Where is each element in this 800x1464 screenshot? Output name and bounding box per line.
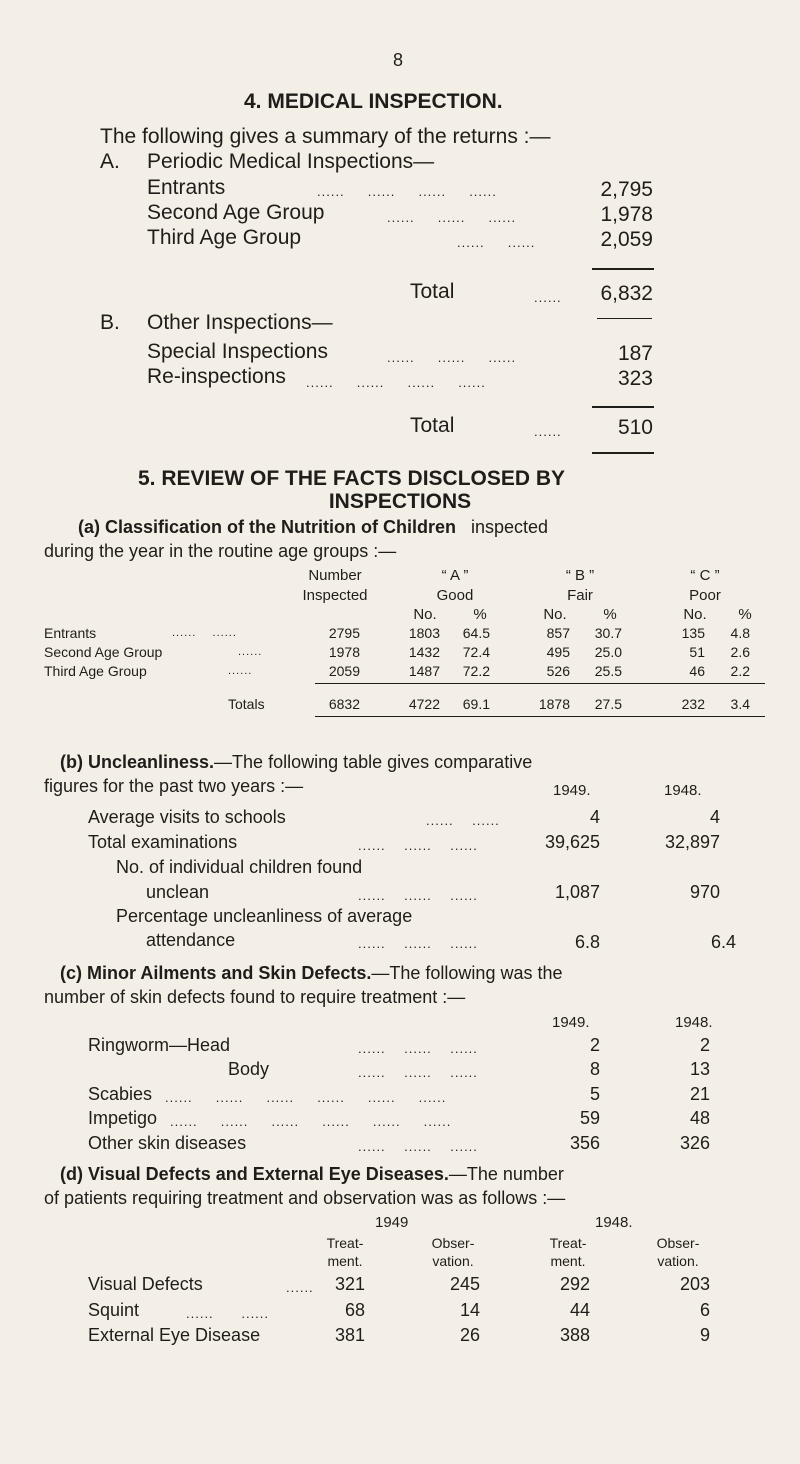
avg-visits-1949: 4 <box>589 807 600 827</box>
cell: 25.0 <box>594 644 622 660</box>
cell: 26 <box>459 1325 480 1345</box>
cell: 495 <box>546 644 570 660</box>
uncleanliness-intro <box>60 752 532 773</box>
cell: 72.4 <box>462 644 490 660</box>
sub-no: No. <box>413 606 437 623</box>
part-b-letter: B. <box>100 311 120 334</box>
cell: 69.1 <box>462 696 490 712</box>
pct-unclean-1948: 6.4 <box>710 932 736 952</box>
col-observation-cont: vation. <box>657 1253 699 1269</box>
cell: 9 <box>699 1325 710 1345</box>
uncleanliness-rest: —The following table gives comparative <box>214 752 533 772</box>
indiv-children-1949: 1,087 <box>554 882 600 902</box>
leader-dots: ...... ...... ...... ...... <box>317 184 497 199</box>
leader-dots: ...... ...... ...... <box>358 1041 478 1056</box>
leader-dots: ...... ...... ...... <box>387 210 517 225</box>
cell: 2.2 <box>730 663 750 679</box>
visual-defects-label: Visual Defects <box>88 1274 203 1294</box>
total-exam-label: Total examinations <box>88 832 238 852</box>
cell: 232 <box>681 696 705 712</box>
col-c-sub: Poor <box>689 587 721 604</box>
third-age-value: 2,059 <box>600 228 653 251</box>
sum-rule <box>592 268 654 270</box>
scabies-1948: 21 <box>689 1084 710 1104</box>
leader-dots: ...... <box>534 290 562 305</box>
col-a-sub: Good <box>436 587 474 604</box>
cell: 526 <box>546 663 570 679</box>
ringworm-head-label: Ringworm—Head <box>88 1035 231 1055</box>
special-label: Special Inspections <box>147 340 328 363</box>
leader-dots: ...... ...... <box>426 813 500 828</box>
year-1948: 1948. <box>664 782 702 799</box>
scabies-label: Scabies <box>88 1084 153 1104</box>
leader-dots: ...... ...... ...... ...... ...... ...... <box>165 1090 447 1105</box>
cell: 64.5 <box>462 625 490 641</box>
cell: 857 <box>546 625 570 641</box>
cell: 245 <box>449 1274 480 1294</box>
avg-visits-1948: 4 <box>709 807 720 827</box>
section-4-intro: The following gives a summary of the returns :— <box>100 125 551 148</box>
year-1949: 1949. <box>552 1014 590 1031</box>
col-number: Number <box>308 567 362 584</box>
leader-dots: ...... ...... ...... <box>387 350 517 365</box>
col-observation: Obser- <box>656 1235 700 1251</box>
leader-dots: ...... <box>534 424 562 439</box>
sub-no: No. <box>683 606 707 623</box>
cell: 30.7 <box>594 625 622 641</box>
cell: 4.8 <box>730 625 750 641</box>
special-value: 187 <box>617 342 653 365</box>
leader-dots: ...... ...... ...... <box>358 936 478 951</box>
nutrition-intro-title: (a) Classification of the Nutrition of Children <box>78 517 456 537</box>
section-5-heading-cont: INSPECTIONS <box>328 490 472 513</box>
cell: 68 <box>344 1300 365 1320</box>
double-rule <box>592 452 654 454</box>
other-skin-1949: 356 <box>569 1133 600 1153</box>
minor-ailments-rest: —The following was the <box>371 963 563 983</box>
visual-intro <box>60 1164 564 1185</box>
section-4-heading: 4. MEDICAL INSPECTION. <box>244 90 503 113</box>
table-row-label: Second Age Group <box>44 644 163 660</box>
table-row-label: Entrants <box>44 625 97 641</box>
col-treatment-cont: ment. <box>327 1253 363 1269</box>
ringworm-head-1948: 2 <box>699 1035 710 1055</box>
table-rule <box>315 716 765 717</box>
second-age-value: 1,978 <box>600 203 653 226</box>
minor-ailments-intro <box>60 963 562 984</box>
ringworm-body-label: Body <box>228 1059 270 1079</box>
col-observation-cont: vation. <box>432 1253 474 1269</box>
impetigo-1948: 48 <box>689 1108 710 1128</box>
pct-unclean-label-cont: attendance <box>146 930 236 950</box>
col-c: “ C ” <box>690 567 720 584</box>
cell: 135 <box>681 625 705 641</box>
col-b: “ B ” <box>565 567 595 584</box>
minor-ailments-line2: number of skin defects found to require treatment :— <box>44 987 466 1007</box>
sub-pct: % <box>473 606 487 623</box>
pct-unclean-label: Percentage uncleanliness of average <box>116 906 413 926</box>
second-age-label: Second Age Group <box>147 201 325 224</box>
year-1948: 1948. <box>675 1014 713 1031</box>
cell: 2059 <box>328 663 360 679</box>
leader-dots: ...... ...... ...... <box>358 888 478 903</box>
reinspect-label: Re-inspections <box>147 365 286 388</box>
cell: 388 <box>559 1325 590 1345</box>
cell: 51 <box>689 644 705 660</box>
col-b-sub: Fair <box>567 587 593 604</box>
sub-pct: % <box>738 606 752 623</box>
cell: 2795 <box>328 625 360 641</box>
cell: 14 <box>459 1300 480 1320</box>
leader-dots: ...... ...... ...... <box>358 838 478 853</box>
cell: 381 <box>334 1325 365 1345</box>
uncleanliness-line2: figures for the past two years :— <box>44 776 304 796</box>
leader-dots: ...... <box>238 646 263 658</box>
cell: 1978 <box>328 644 360 660</box>
total-exam-1948: 32,897 <box>664 832 720 852</box>
cell: 3.4 <box>730 696 750 712</box>
col-inspected: Inspected <box>302 587 368 604</box>
pct-unclean-1949: 6.8 <box>574 932 600 952</box>
cell: 2.6 <box>730 644 750 660</box>
cell: 44 <box>569 1300 590 1320</box>
ringworm-body-1948: 13 <box>689 1059 710 1079</box>
sum-rule <box>592 406 654 408</box>
cell: 292 <box>559 1274 590 1294</box>
leader-dots: ...... ...... ...... <box>358 1065 478 1080</box>
table-rule <box>315 683 765 684</box>
table-row-label: Third Age Group <box>44 663 147 679</box>
col-observation: Obser- <box>431 1235 475 1251</box>
cell: 1432 <box>408 644 440 660</box>
minor-ailments-title: (c) Minor Ailments and Skin Defects. <box>60 963 372 983</box>
external-eye-label: External Eye Disease <box>88 1325 261 1345</box>
indiv-children-label-cont: unclean <box>146 882 210 902</box>
leader-dots: ...... ...... ...... ...... ...... ...... <box>170 1114 452 1129</box>
section-5-heading: 5. REVIEW OF THE FACTS DISCLOSED BY <box>138 467 566 490</box>
year-1948: 1948. <box>595 1214 633 1231</box>
leader-dots: ...... <box>286 1280 314 1295</box>
visual-rest: —The number <box>448 1164 564 1184</box>
leader-dots: ...... ...... <box>186 1306 270 1321</box>
sub-no: No. <box>543 606 567 623</box>
part-b-title: Other Inspections— <box>147 311 333 334</box>
other-skin-1948: 326 <box>679 1133 710 1153</box>
indiv-children-1948: 970 <box>689 882 720 902</box>
ringworm-head-1949: 2 <box>589 1035 600 1055</box>
col-treatment: Treat- <box>549 1235 587 1251</box>
year-1949: 1949. <box>553 782 591 799</box>
cell: 4722 <box>408 696 440 712</box>
squint-label: Squint <box>88 1300 140 1320</box>
col-a: “ A ” <box>441 567 469 584</box>
cell: 46 <box>689 663 705 679</box>
cell: 1878 <box>538 696 570 712</box>
sum-rule <box>597 318 652 319</box>
reinspect-value: 323 <box>617 367 653 390</box>
year-1949: 1949 <box>375 1214 409 1231</box>
b-total-value: 510 <box>617 416 653 439</box>
uncleanliness-title: (b) Uncleanliness. <box>60 752 215 772</box>
entrants-label: Entrants <box>147 176 226 199</box>
part-a-letter: A. <box>100 150 120 173</box>
leader-dots: ...... ...... ...... <box>358 1139 478 1154</box>
leader-dots: ...... ...... ...... ...... <box>306 375 486 390</box>
third-age-label: Third Age Group <box>147 226 302 249</box>
a-total-value: 6,832 <box>600 282 653 305</box>
other-skin-label: Other skin diseases <box>88 1133 247 1153</box>
nutrition-intro-line2: during the year in the routine age groups :— <box>44 541 397 561</box>
avg-visits-label: Average visits to schools <box>88 807 286 827</box>
cell: 203 <box>679 1274 710 1294</box>
a-total-label: Total <box>410 280 455 303</box>
totals-label: Totals <box>228 696 265 712</box>
cell: 27.5 <box>594 696 622 712</box>
leader-dots: ...... ...... <box>172 627 237 639</box>
leader-dots: ...... <box>228 665 253 677</box>
page-number: 8 <box>393 50 404 70</box>
col-treatment-cont: ment. <box>550 1253 586 1269</box>
cell: 1487 <box>408 663 440 679</box>
visual-title: (d) Visual Defects and External Eye Diseases. <box>60 1164 449 1184</box>
ringworm-body-1949: 8 <box>589 1059 600 1079</box>
cell: 321 <box>334 1274 365 1294</box>
total-exam-1949: 39,625 <box>544 832 600 852</box>
cell: 6 <box>699 1300 710 1320</box>
visual-line2: of patients requiring treatment and observation was as follows :— <box>44 1188 566 1208</box>
sub-pct: % <box>603 606 617 623</box>
part-a-title: Periodic Medical Inspections— <box>147 150 435 173</box>
impetigo-1949: 59 <box>579 1108 600 1128</box>
scabies-1949: 5 <box>589 1084 600 1104</box>
col-treatment: Treat- <box>326 1235 364 1251</box>
indiv-children-label: No. of individual children found <box>116 857 363 877</box>
entrants-value: 2,795 <box>600 178 653 201</box>
nutrition-intro-rest: inspected <box>471 517 549 537</box>
cell: 1803 <box>408 625 440 641</box>
impetigo-label: Impetigo <box>88 1108 158 1128</box>
b-total-label: Total <box>410 414 455 437</box>
cell: 6832 <box>328 696 360 712</box>
cell: 72.2 <box>462 663 490 679</box>
cell: 25.5 <box>594 663 622 679</box>
nutrition-intro <box>68 517 768 538</box>
leader-dots: ...... ...... <box>457 235 536 250</box>
